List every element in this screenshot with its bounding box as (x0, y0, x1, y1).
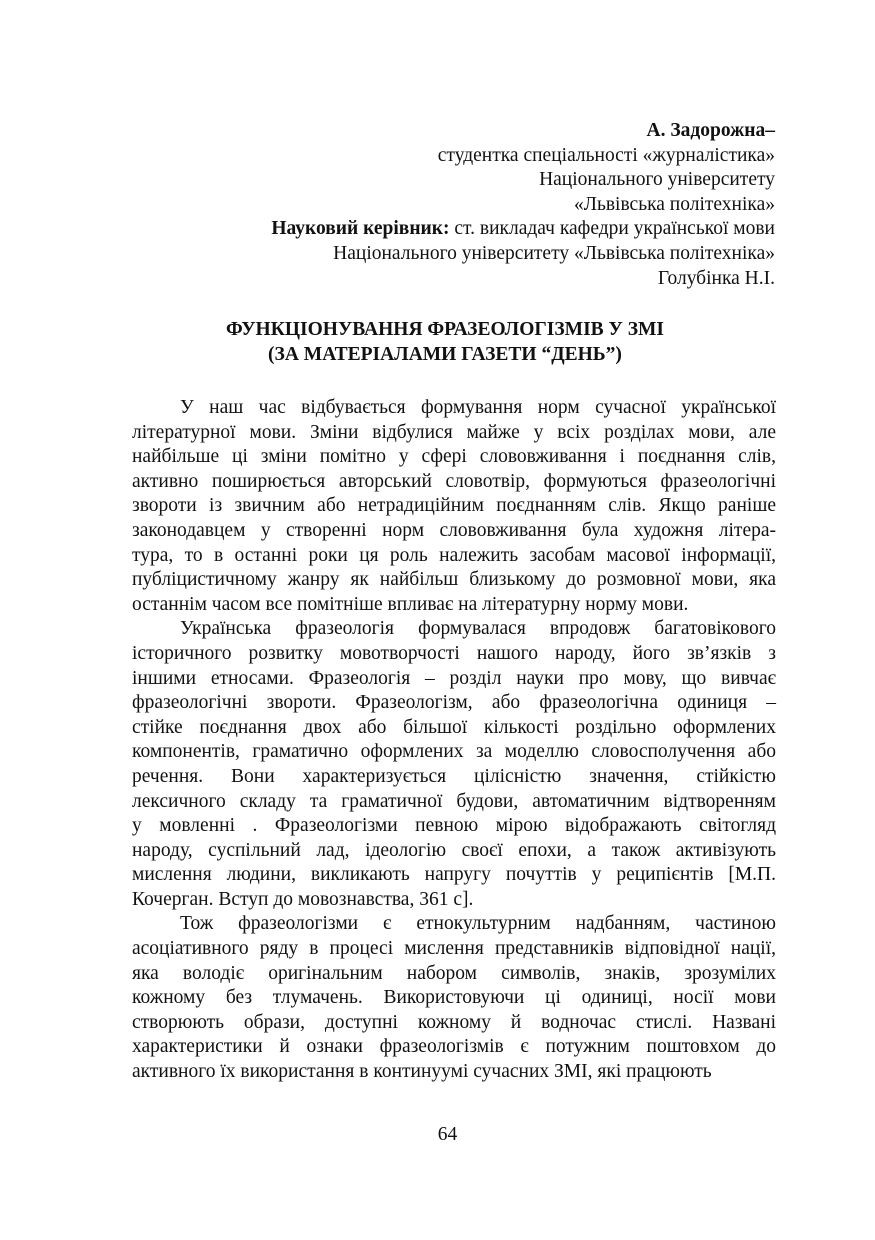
paragraph (132, 396, 776, 617)
text-line: законодавцем у створенні норм слововживання була художня літера- (132, 519, 776, 541)
text-line: асоціативного ряду в процесі мислення представників відповідної нації, (132, 938, 776, 960)
text-line: активного їх використання в континуумі сучасних ЗМІ, які працюють (132, 1061, 712, 1083)
text-line: активно поширюється авторський словотвір, формуються фразеологічні (132, 470, 776, 492)
page-number: 64 (437, 1124, 458, 1145)
supervisor-text: ст. викладач кафедри української мови (449, 218, 775, 240)
supervisor-label: Науковий керівник: (271, 218, 450, 240)
text-line: стійке поєднання двох або більшої кількості роздільно оформлених (132, 716, 776, 738)
paragraph (132, 912, 776, 1084)
text-line: останнім часом все помітніше впливає на літературну норму мови. (132, 593, 689, 615)
text-line: речення. Вони характеризується цілісністю значення, стійкістю (132, 765, 776, 787)
text-line: створюють образи, доступні кожному й водночас стислі. Названі (132, 1011, 776, 1033)
author-affiliation-2: Національного університету (539, 169, 775, 191)
text-line: іншими етносами. Фразеологія – розділ науки про мову, що вивчає (132, 667, 776, 689)
text-line: тура, то в останні роки ця роль належить засобам масової інформації, (132, 544, 776, 566)
author-block (271, 119, 775, 291)
paragraph (132, 617, 776, 912)
text-line: яка володіє оригінальним набором символів, знаків, зрозумілих (132, 962, 776, 984)
article-body (132, 396, 776, 1085)
text-line: у мовленні . Фразеологізми певною мірою відображають світогляд (132, 815, 776, 837)
text-line: компонентів, граматично оформлених за моделлю словосполучення або (132, 741, 776, 763)
text-line: лексичного складу та граматичної будови, автоматичним відтворенням (132, 790, 776, 812)
author-name: А. Задорожна– (646, 120, 775, 141)
text-line: публіцистичному жанру як найбільш близькому до розмовної мови, яка (132, 569, 776, 591)
supervisor-line (271, 217, 775, 242)
author-affiliation-1: студентка спеціальності «журналістика» (437, 144, 775, 166)
text-line: звороти із звичним або нетрадиційним поєднанням слів. Якщо раніше (132, 495, 776, 517)
supervisor-name: Голубінка Н.І. (657, 267, 775, 289)
text-line: мислення людини, викликають напругу почуттів у реципієнтів [М.П. (132, 864, 776, 886)
text-line: історичного розвитку мовотворчості нашого народу, його зв’язків з (132, 642, 776, 664)
text-line: Тож фразеологізми є етнокультурним надбанням, частиною (180, 913, 776, 935)
text-line: літературної мови. Зміни відбулися майже у всіх розділах мови, але (132, 421, 776, 443)
text-line: найбільше ці зміни помітно у сфері слововживання і поєднання слів, (132, 446, 776, 468)
text-line: Кочерган. Вступ до мовознавства, 361 с]. (132, 888, 474, 910)
text-line: Українська фразеологія формувалася впродовж багатовікового (180, 618, 776, 640)
supervisor-affiliation: Національного університету «Львівська політехніка» (333, 242, 775, 264)
text-line: У наш час відбувається формування норм сучасної української (180, 397, 776, 418)
text-line: фразеологічні звороти. Фразеологізм, або фразеологічна одиниця – (132, 692, 776, 714)
text-line: кожному без тлумачень. Використовуючи ці одиниці, носії мови (132, 987, 776, 1009)
article-title (0, 318, 875, 367)
title-line-1: ФУНКЦІОНУВАННЯ ФРАЗЕОЛОГІЗМІВ У ЗМІ (225, 319, 665, 340)
author-affiliation-3: «Львівська політехніка» (573, 193, 775, 215)
text-line: народу, суспільний лад, ідеологію своєї епохи, а також активізують (132, 839, 776, 861)
title-line-2: (ЗА МАТЕРІАЛАМИ ГАЗЕТИ “ДЕНЬ”) (268, 343, 622, 365)
text-line: характеристики й ознаки фразеологізмів є потужним поштовхом до (132, 1036, 776, 1058)
